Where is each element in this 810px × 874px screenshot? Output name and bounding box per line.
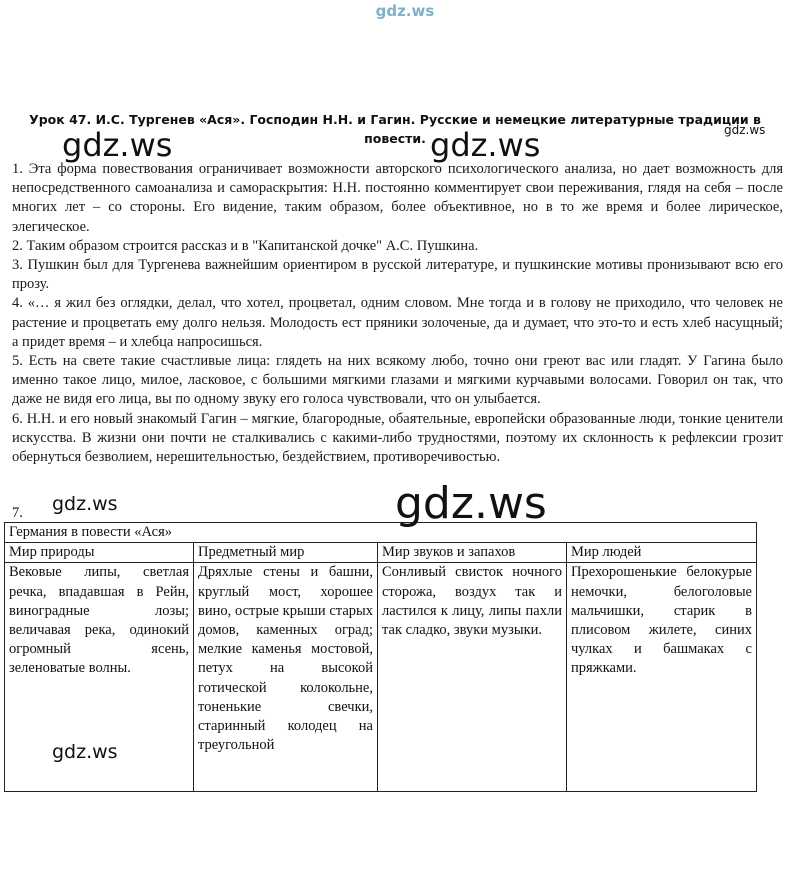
answer-7-number: 7. [12,505,23,521]
table-cell-objects: Дряхлые стены и башни, круглый мост, хорошее вино, острые крыши старых домов, каменных оград; мелкие каменья мостовой, петух на высокой готической колокольне, тоненькие свечки, старинный колодец на треугольной [194,563,378,792]
answer-6: 6. Н.Н. и его новый знакомый Гагин – мягкие, благородные, обаятельные, европейски образованные люди, тонкие ценители искусства. В жизни они почти не сталкивались с какими-либо трудностями, поэтому их склонность к рефлексии грозит обернуться безволием, нерешительностью, бездействием, противоречивостью. [12,410,783,466]
answer-5: 5. Есть на свете такие счастливые лица: глядеть на них всякому любо, точно они греют вас или гладят. У Гагина было именно такое лицо, милое, ласковое, с большими мягкими глазами и мягкими курчавыми волосами. Говорил он так, что даже не видя его лица, вы по одному звуку его голоса чувствовали, что он улыбается. [12,353,783,408]
table-cell-people: Прехорошенькие белокурые немочки, белоголовые мальчишки, старик в плисовом жилете, синих чулках и башмаках с пряжками. [567,563,757,792]
answer-1: 1. Эта форма повествования ограничивает возможности авторского психологического анализа, но дает возможность для непосредственного самоанализа и самораскрытия: Н.Н. постоянно комментирует свои переживания, глядя на себя – после многих лет – со стороны. Его видение, таким образом, более объективное, но в то же время и более лирическое, элегическое. [12,161,783,235]
watermark-left-2: gdz.ws [52,741,118,763]
table-cell-nature: Вековые липы, светлая речка, впадавшая в Рейн, виноградные лозы; величавая река, одинокий огромный ясень, зеленоватые волны. [5,563,194,792]
watermark-small: gdz.ws [724,123,766,137]
watermark-2: gdz.ws [430,126,541,164]
watermark-big: gdz.ws [395,478,547,529]
table-header-sounds: Мир звуков и запахов [378,543,567,563]
watermark-top: gdz.ws [375,2,435,20]
watermark-1: gdz.ws [62,126,173,164]
answer-3: 3. Пушкин был для Тургенева важнейшим ориентиром в русской литературе, и пушкинские мотивы пронизывают всю его прозу. [12,257,783,293]
lesson-title: Урок 47. И.С. Тургенев «Ася». Господин Н.Н. и Гагин. Русские и немецкие литературные традиции в повести. [29,112,761,146]
table-caption: Германия в повести «Ася» [5,523,757,543]
table-header-nature: Мир природы [5,543,194,563]
table-cell-sounds: Сонливый свисток ночного сторожа, воздух так и ластился к лицу, липы пахли так сладко, звуки музыки. [378,563,567,792]
answer-2: 2. Таким образом строится рассказ и в "Капитанской дочке" А.С. Пушкина. [12,237,479,254]
answers-block [12,160,783,467]
table-header-objects: Предметный мир [194,543,378,563]
answer-4: 4. «… я жил без оглядки, делал, что хотел, процветал, одним словом. Мне тогда и в голову не приходило, что человек не растение и процветать ему долго нельзя. Молодость ест пряники золоченые, да и думает, что это-то и есть хлеб насущный; а придет время – и хлебца напросишься. [12,295,783,350]
table-header-people: Мир людей [567,543,757,563]
watermark-left-1: gdz.ws [52,493,118,515]
